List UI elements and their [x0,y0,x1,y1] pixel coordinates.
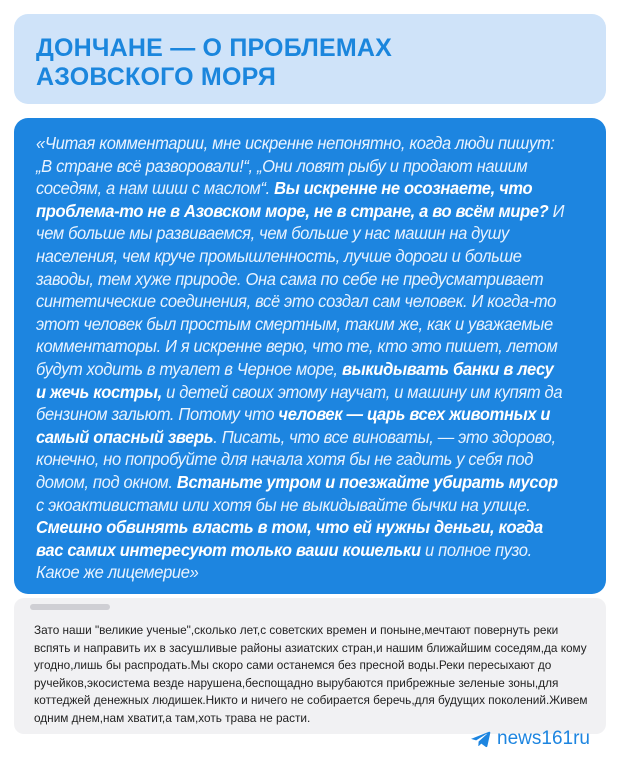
headline-title [36,34,392,92]
quote-highlight: Встаньте утром и поезжайте убирать мусор [176,471,558,492]
comment-text: Зато наши "великие ученые",сколько лет,с советских времен и поныне,мечтают повернуть реки вспять и направить их в засушливые районы азиатских стран,и нашим ближайшим соседям,да кому угодно,лишь бы распродать.Мы скоро сами останемся без пресной воды.Реки пересыхают до ручейков,экосистема везде нарушена,беспощадно вырубаются прибрежные зеленые зоны,для коттеджей денежных людишек.Никто и ничего не собирается беречь,для будущих поколений.Живем одним днем,нам хватит,а там,хоть трава не расти. [34,623,588,725]
quote-highlight: человек — царь всех животных и самый опасный зверь [36,404,551,447]
headline-line-2: АЗОВСКОГО МОРЯ [36,63,277,91]
headline-line-1: ДОНЧАНЕ — О ПРОБЛЕМАХ [36,34,393,62]
quote-segment: . Писать, что все виноваты, — это здорово, конечно, но попробуйте для начала хотя бы не гадить у себя под домом, под окном. [36,426,556,492]
comment-screenshot [14,598,606,734]
quote-segment: И чем больше мы развиваемся, чем больше у нас машин на душу населения, чем круче промышленность, лучше дороги и больше заводы, тем хуже природе. Она сама по себе не предусматривает синтетические соединения, всё это создал сам человек. И когда-то этот человек был простым смертным, таким же, как и уважаемые комментаторы. И я искренне верю, что те, кто это пишет, летом будут ходить в туалет в Черное море, [36,200,565,379]
blurred-username [30,604,110,610]
brand-name: news161ru [497,728,590,749]
brand-link[interactable] [471,728,590,750]
quote-segment: и полное пузо. Какое же лицемерие» [36,539,532,583]
quote-text [36,132,566,584]
quote-highlight: Вы искренне не осознаете, что проблема-то не в Азовском море, не в стране, а во всём мире? [36,178,549,221]
quote-highlight: выкидывать банки в лесу и жечь костры, [36,358,554,402]
quote-segment: с экоактивистами или хотя бы не выкидывайте бычки на улице. [36,494,531,515]
quote-card [14,118,606,594]
quote-segment: «Читая комментарии, мне искренне непонятно, когда люди пишут: „В стране всё разворовали!“, „Они ловят рыбу и продают нашим соседям, а нам шиш с маслом“. [36,133,555,199]
quote-segment: и детей своих этому научат, и машину им купят да бензином зальют. Потому что [36,381,563,425]
telegram-icon [471,730,491,748]
quote-highlight: Смешно обвинять власть в том, что ей нужны деньги, когда вас самих интересуют только ваши кошельки [36,517,543,560]
headline-banner [14,14,606,104]
